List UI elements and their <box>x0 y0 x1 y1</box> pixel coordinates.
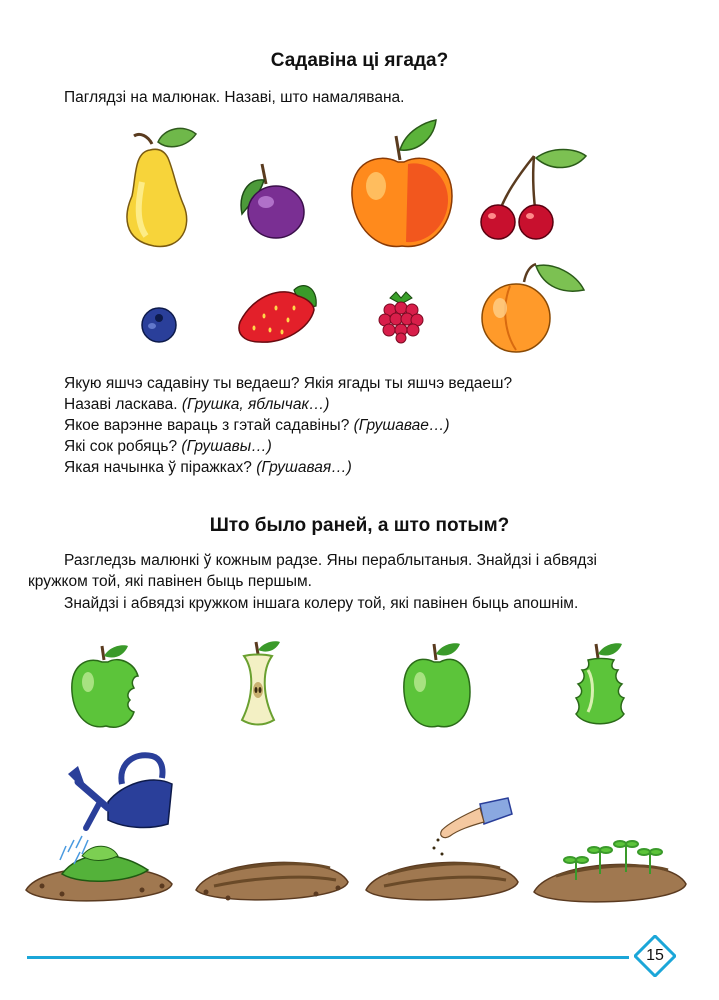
strawberry-image <box>234 276 320 346</box>
section-title-fruit-or-berry: Садавіна ці ягада? <box>270 50 449 71</box>
question-line <box>64 415 512 436</box>
instruction-look: Паглядзі на малюнак. Назаві, што намалявана. <box>64 89 405 106</box>
instruction-line-2: кружком той, які павінен быць першым. <box>28 573 312 590</box>
sowing-bed-image <box>362 796 522 906</box>
page-number: 15 <box>646 947 664 964</box>
question-text: Які сок робяць? <box>64 438 178 455</box>
answer-hint: (Грушка, яблычак…) <box>181 396 330 413</box>
apricot-image <box>480 262 586 354</box>
cherries-image <box>478 146 590 242</box>
question-line <box>64 373 512 394</box>
instruction-line-3: Знайдзі і абвядзі кружком іншага колеру той, які павінен быць апошнім. <box>64 595 579 612</box>
pear-image <box>112 122 202 252</box>
question-text: Якое варэнне вараць з гэтай садавіны? <box>64 417 350 434</box>
apple-two-bites-image <box>566 640 632 728</box>
question-line <box>64 457 512 478</box>
question-line <box>64 436 512 457</box>
apple-core-image <box>230 640 286 728</box>
sprouts-bed-image <box>530 828 690 908</box>
question-line <box>64 394 512 415</box>
footer-line <box>27 956 629 959</box>
watering-bed-image <box>22 744 182 908</box>
apple-image <box>348 120 456 252</box>
plum-image <box>236 160 311 245</box>
apple-bitten-image <box>68 642 142 730</box>
blueberry-image <box>140 306 178 344</box>
section-title-before-after: Што было раней, а што потым? <box>209 515 510 536</box>
instruction-line-1: Разгледзь малюнкі ў кожным радзе. Яны пераблытаныя. Знайдзі і абвядзі <box>64 552 597 569</box>
question-text: Назаві ласкава. <box>64 396 178 413</box>
question-text: Якую яшчэ садавіну ты ведаеш? Якія ягады ты яшчэ ведаеш? <box>64 375 513 392</box>
apple-whole-image <box>400 640 474 730</box>
answer-hint: (Грушавая…) <box>256 459 352 476</box>
answer-hint: (Грушавы…) <box>181 438 272 455</box>
answer-hint: (Грушавае…) <box>353 417 450 434</box>
raspberry-image <box>376 288 426 344</box>
question-list <box>64 373 512 478</box>
question-text: Якая начынка ў піражках? <box>64 459 252 476</box>
empty-bed-image <box>192 846 352 906</box>
